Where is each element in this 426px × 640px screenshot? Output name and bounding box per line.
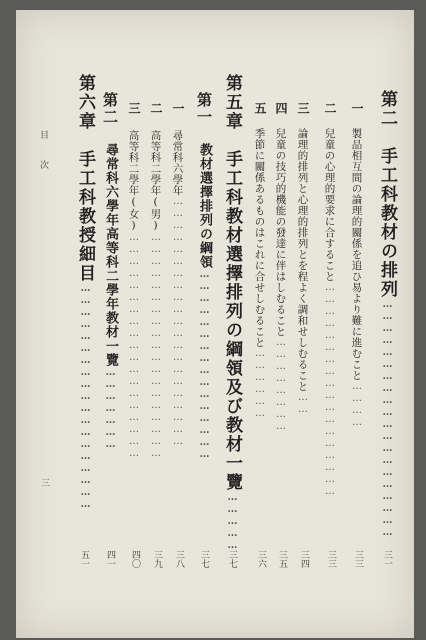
entry-text: 教材選擇排列の綱領 [197,143,212,269]
entry-number: 第一 [195,92,213,126]
toc-entry-item [150,130,161,460]
entry-number: 三 [296,102,310,114]
entry-number: 第二 [377,90,397,128]
entry-number: 四 [274,102,288,114]
toc-entry-item [297,128,308,416]
entry-text: 論理的排列と心理的排列とを程よく調和せしむること [296,128,309,392]
leader-dots: …………………………………………………… [382,299,393,539]
toc-entry-item [351,128,362,429]
entry-text: 高等科二學年(女) [127,130,140,232]
leader-dots: …………………… [275,337,287,433]
toc-entry-item [172,130,183,448]
entry-number: 二 [149,102,163,114]
leader-dots: ……………… [254,348,266,420]
book-page [16,10,414,638]
entry-number: 第二 [101,92,119,126]
entry-text: 手工科教材選擇排列の綱領及び教材一覽 [222,150,242,492]
entry-text: 兒童の心理的要求に合すること [323,128,336,282]
page-number: 三三 [353,550,363,568]
entry-text: 兒童の技巧的機能の發達に伴はしむること [274,128,287,337]
page-number: 三七 [199,550,209,568]
leader-dots: …… [297,392,309,416]
entry-text: 手工科教授細目 [75,150,95,283]
leader-dots: ………… [351,381,363,429]
entry-number: 五 [253,102,267,114]
toc-entry-item [324,128,335,498]
page-number: 三五 [277,550,287,568]
page-number: 五一 [79,550,89,568]
toc-entry-chapter [223,74,240,552]
leader-dots: ………………………………………………… [128,232,140,460]
page-number: 三一 [382,550,392,568]
leader-dots: ……………………………………………… [324,282,336,498]
toc-entry-item [254,128,265,420]
leader-dots: …………… [227,492,238,552]
page-number: 三八 [174,550,184,568]
entry-number: 一 [171,102,185,114]
page-folio: 三 [39,478,49,493]
entry-number: 第六章 [75,74,95,131]
leader-dots: ……………………………………………………… [172,196,184,448]
toc-entry-section [196,92,211,461]
page-number: 三四 [299,550,309,568]
page-number: 三六 [256,550,266,568]
page-number: 三九 [152,550,162,568]
page-number: 三三 [326,550,336,568]
running-header: 目 次 [38,130,48,175]
entry-number: 二 [323,102,337,114]
entry-text: 手工科教材の排列 [377,147,397,299]
toc-entry-chapter [76,74,93,511]
page-number: 四一 [105,550,115,568]
toc-entry-item [275,128,286,433]
toc-entry-item [128,130,139,460]
entry-number: 第五章 [222,74,242,131]
entry-text: 尋常科六學年 [171,130,184,196]
page-number: 四〇 [130,550,140,568]
toc-entry-section [102,92,117,451]
entry-text: 季節に關係あるものはこれに合せしむること [253,128,266,348]
leader-dots: ………………………………………………… [80,283,91,511]
entry-text: 高等科二學年(男) [149,130,162,232]
leader-dots: ………………………………………………… [150,232,162,460]
toc-entry-chapter-section [378,90,395,539]
leader-dots: ………………………………………… [199,269,210,461]
entry-number: 三 [127,102,141,114]
entry-number: 一 [350,102,364,114]
page-number: 三七 [227,550,237,568]
entry-text: 製品相互間の論理的關係を追ひ易より難に進むこと [350,128,363,381]
entry-text: 尋常科六學年高等科二學年教材一覽 [103,143,118,367]
leader-dots: ………………… [105,367,116,451]
